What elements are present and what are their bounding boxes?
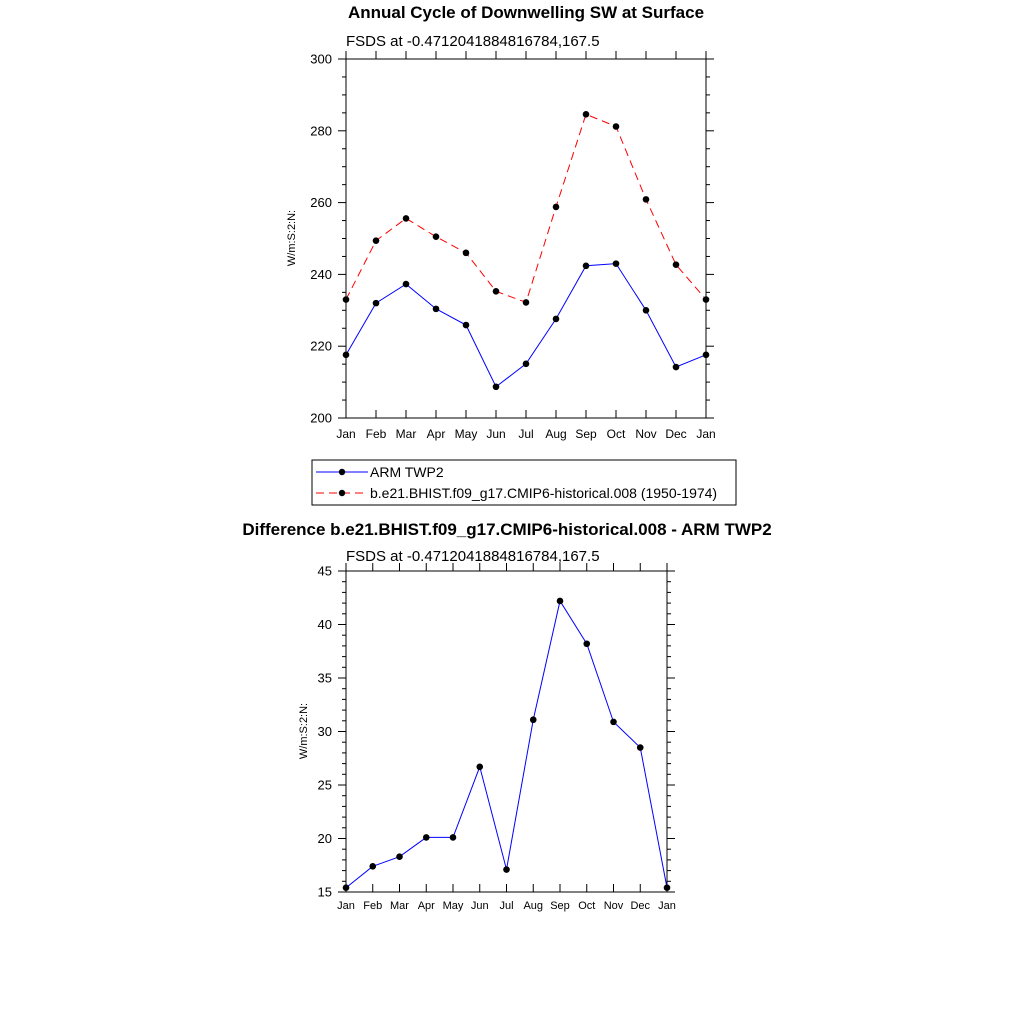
data-point	[423, 834, 430, 841]
data-point	[664, 884, 671, 891]
x-tick-label: Dec	[630, 900, 651, 912]
x-tick-label: Jan	[336, 427, 356, 441]
data-point	[583, 640, 590, 647]
data-point	[673, 364, 680, 371]
chart-difference	[242, 520, 771, 912]
x-tick-label: May	[454, 427, 478, 441]
x-tick-label: Jun	[486, 427, 506, 441]
x-tick-label: Jan	[696, 427, 716, 441]
data-point	[396, 853, 403, 860]
x-tick-label: Nov	[635, 427, 657, 441]
data-point	[343, 884, 350, 891]
y-tick-label: 25	[317, 777, 332, 793]
data-point	[523, 299, 530, 306]
data-point	[557, 598, 564, 605]
x-tick-label: Jun	[470, 900, 489, 912]
chart-subtitle: FSDS at -0.4712041884816784,167.5	[346, 33, 600, 50]
y-tick-label: 15	[317, 884, 332, 900]
series-group	[343, 111, 710, 390]
data-point	[463, 250, 470, 257]
data-point	[450, 834, 457, 841]
data-point	[553, 316, 560, 323]
data-point	[403, 215, 410, 222]
data-point	[703, 296, 710, 303]
series-line-1	[346, 114, 706, 302]
x-tick-label: Aug	[545, 427, 567, 441]
data-point	[643, 196, 650, 203]
data-point	[343, 352, 350, 359]
legend-marker-cmip6	[339, 490, 345, 496]
x-tick-label: Mar	[390, 900, 409, 912]
data-point	[583, 262, 590, 269]
data-point	[343, 296, 350, 303]
data-point	[493, 288, 500, 295]
legend-marker-arm-twp2	[339, 469, 345, 475]
chart-annual-cycle	[286, 3, 736, 505]
x-tick-label: Nov	[603, 900, 624, 912]
y-tick-label: 20	[317, 831, 332, 846]
x-tick-label: May	[442, 900, 464, 912]
x-tick-label: Sep	[575, 427, 597, 441]
data-point	[610, 719, 617, 726]
chart-title: Annual Cycle of Downwelling SW at Surface	[347, 3, 705, 22]
y-tick-label: 240	[310, 266, 332, 282]
data-point	[476, 764, 483, 771]
y-axis-label: W/m:S:2:N:	[298, 702, 310, 760]
x-tick-label: Aug	[523, 900, 544, 912]
legend-label-cmip6: b.e21.BHIST.f09_g17.CMIP6-historical.008 (1950-1974)	[370, 485, 718, 501]
data-point	[493, 383, 500, 390]
x-tick-label: Sep	[550, 900, 570, 912]
y-tick-labels	[310, 52, 332, 426]
data-point	[433, 233, 440, 240]
data-point	[637, 744, 644, 751]
y-tick-label: 220	[310, 338, 332, 354]
x-tick-label: Jul	[518, 427, 534, 441]
data-point	[433, 306, 440, 313]
chart-title: Difference b.e21.BHIST.f09_g17.CMIP6-historical.008 - ARM TWP2	[242, 520, 772, 539]
data-point	[553, 204, 560, 211]
y-tick-label: 280	[310, 123, 332, 139]
x-tick-label: Feb	[363, 900, 383, 912]
chart-subtitle: FSDS at -0.4712041884816784,167.5	[346, 548, 600, 565]
data-point	[463, 322, 470, 329]
y-tick-label: 200	[310, 410, 332, 426]
data-point	[523, 360, 530, 367]
x-tick-label: Apr	[426, 427, 446, 441]
data-point	[530, 716, 537, 723]
data-point	[673, 261, 680, 268]
x-tick-label: Jan	[337, 900, 355, 912]
data-point	[373, 300, 380, 307]
data-point	[503, 866, 510, 873]
x-tick-label: Oct	[606, 427, 626, 441]
y-tick-label: 300	[310, 51, 332, 67]
data-point	[403, 281, 410, 288]
data-point	[703, 352, 710, 359]
data-point	[369, 863, 376, 870]
series-line-0	[346, 601, 667, 888]
x-tick-label: Oct	[578, 900, 596, 912]
x-tick-label: Jul	[499, 900, 514, 912]
y-axis-label: W/m:S:2:N:	[286, 209, 298, 267]
tick-marks	[338, 563, 675, 892]
x-tick-label: Dec	[665, 427, 687, 441]
series-group	[343, 598, 671, 891]
data-point	[373, 237, 380, 244]
series-line-0	[346, 264, 706, 387]
y-tick-label: 45	[317, 563, 332, 579]
y-tick-labels	[318, 564, 332, 900]
legend-label-arm-twp2: ARM TWP2	[370, 464, 444, 480]
y-tick-label: 260	[310, 195, 332, 211]
data-point	[613, 123, 620, 130]
x-tick-label: Mar	[395, 427, 417, 441]
x-tick-label: Feb	[365, 427, 387, 441]
x-tick-label: Jan	[658, 900, 676, 912]
data-point	[613, 260, 620, 267]
x-tick-label: Apr	[417, 900, 435, 912]
y-tick-label: 40	[317, 617, 332, 632]
x-tick-labels	[337, 900, 676, 912]
x-tick-labels	[336, 427, 715, 441]
data-point	[643, 307, 650, 314]
y-tick-label: 35	[317, 670, 332, 686]
y-tick-label: 30	[317, 724, 332, 739]
plot-frame	[346, 571, 667, 892]
data-point	[583, 111, 590, 118]
legend	[312, 460, 736, 505]
